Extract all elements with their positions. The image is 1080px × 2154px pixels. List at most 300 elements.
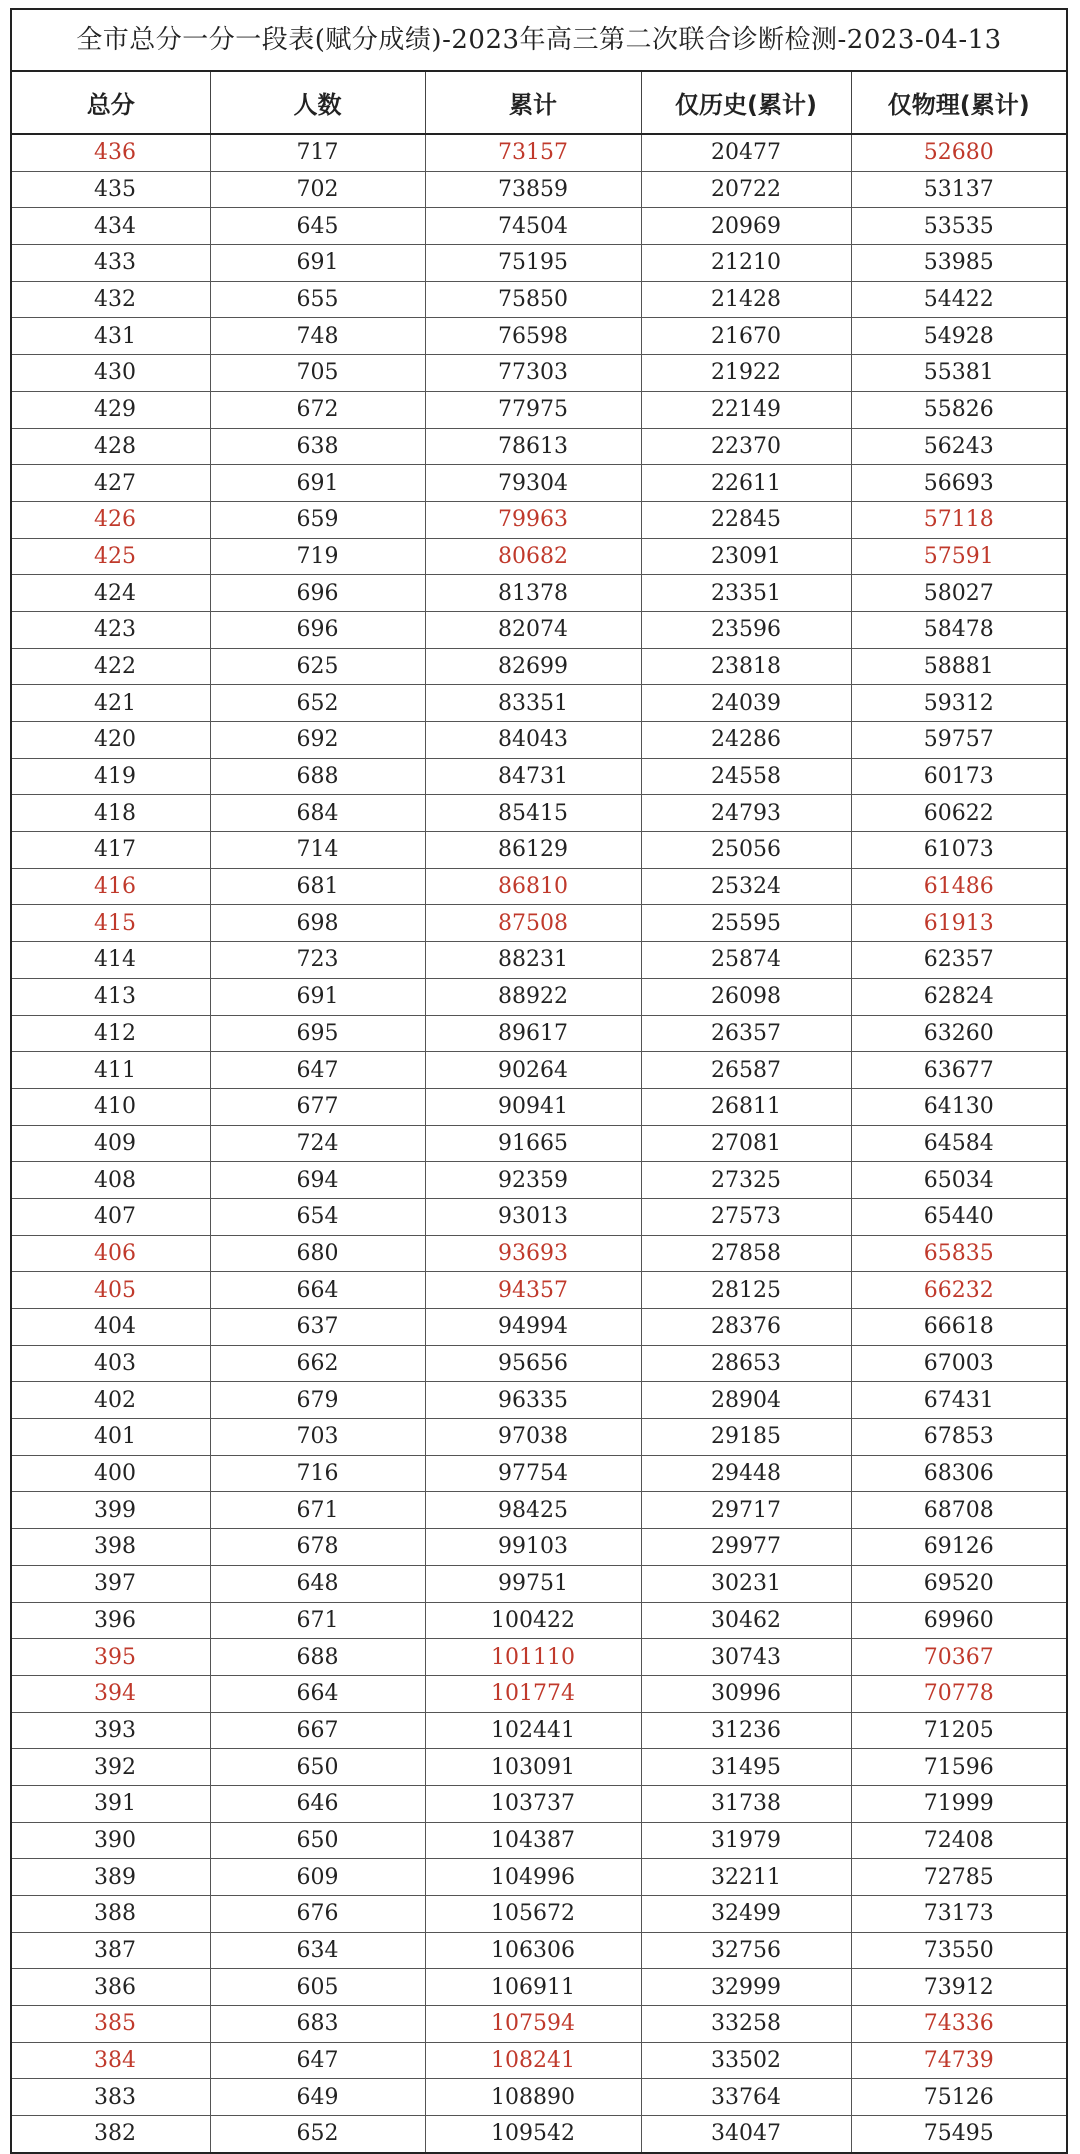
cell-count: 637 (210, 1309, 425, 1346)
cell-count: 654 (210, 1198, 425, 1235)
cell-cumulative: 93013 (425, 1198, 641, 1235)
table-row (12, 1272, 1066, 1309)
cell-total-score: 409 (12, 1125, 210, 1162)
cell-history-cumulative: 21922 (641, 355, 851, 392)
cell-count: 677 (210, 1088, 425, 1125)
cell-cumulative: 107594 (425, 2006, 641, 2043)
cell-total-score: 412 (12, 1015, 210, 1052)
cell-physics-cumulative: 75495 (923, 2121, 994, 2147)
table-row (12, 942, 1066, 979)
table-body (12, 134, 1066, 2152)
cell-total-score: 398 (12, 1529, 210, 1566)
cell-history-cumulative: 28125 (641, 1272, 851, 1309)
cell-physics-cumulative: 53137 (851, 171, 1066, 208)
cell-cumulative: 86810 (425, 868, 641, 905)
cell-history-cumulative: 25874 (641, 942, 851, 979)
cell-physics-cumulative: 70778 (851, 1675, 1066, 1712)
cell-physics-cumulative: 56693 (851, 465, 1066, 502)
cell-physics-cumulative: 55381 (851, 355, 1066, 392)
cell-count: 652 (210, 2116, 425, 2152)
cell-physics-cumulative: 71596 (851, 1749, 1066, 1786)
cell-physics-cumulative: 62357 (851, 942, 1066, 979)
cell-total-score: 389 (12, 1859, 210, 1896)
cell-cumulative: 79304 (425, 465, 641, 502)
cell-physics-cumulative: 58478 (851, 611, 1066, 648)
cell-total-score: 417 (12, 832, 210, 869)
cell-total-score: 431 (12, 318, 210, 355)
table-row (12, 1088, 1066, 1125)
table-row (12, 868, 1066, 905)
cell-history-cumulative: 27325 (641, 1162, 851, 1199)
cell-physics-cumulative: 67853 (851, 1419, 1066, 1456)
cell-total-score: 404 (12, 1309, 210, 1346)
cell-cumulative: 101774 (425, 1675, 641, 1712)
table-title: 全市总分一分一段表(赋分成绩)-2023年高三第二次联合诊断检测-2023-04-13 (12, 10, 1066, 72)
cell-history-cumulative: 20722 (641, 171, 851, 208)
cell-physics-cumulative: 53535 (851, 208, 1066, 245)
cell-cumulative: 76598 (425, 318, 641, 355)
cell-cumulative: 88231 (425, 942, 641, 979)
cell-count: 688 (210, 1639, 425, 1676)
cell-count: 679 (210, 1382, 425, 1419)
cell-count: 694 (210, 1162, 425, 1199)
cell-history-cumulative: 28653 (641, 1345, 851, 1382)
cell-count: 649 (210, 2079, 425, 2116)
table-row (12, 1162, 1066, 1199)
cell-total-score: 388 (12, 1896, 210, 1933)
table-row (12, 1382, 1066, 1419)
cell-cumulative: 82699 (425, 648, 641, 685)
cell-count: 702 (210, 171, 425, 208)
table-row (12, 134, 1066, 171)
cell-count: 645 (210, 208, 425, 245)
cell-cumulative: 103737 (425, 1785, 641, 1822)
cell-cumulative: 106911 (425, 1969, 641, 2006)
cell-history-cumulative: 21670 (641, 318, 851, 355)
cell-total-score: 410 (12, 1088, 210, 1125)
cell-cumulative: 77975 (425, 391, 641, 428)
cell-history-cumulative: 31979 (641, 1822, 851, 1859)
cell-history-cumulative: 30743 (641, 1639, 851, 1676)
cell-cumulative: 96335 (425, 1382, 641, 1419)
cell-physics-cumulative: 55826 (851, 391, 1066, 428)
cell-physics-cumulative: 60173 (851, 758, 1066, 795)
table-row (12, 538, 1066, 575)
cell-cumulative: 94994 (425, 1309, 641, 1346)
cell-cumulative: 93693 (425, 1235, 641, 1272)
table-row (12, 501, 1066, 538)
cell-count: 680 (210, 1235, 425, 1272)
cell-history-cumulative: 24286 (641, 722, 851, 759)
cell-total-score: 414 (12, 942, 210, 979)
cell-cumulative: 73859 (425, 171, 641, 208)
score-distribution-sheet (10, 8, 1068, 2154)
cell-count: 609 (210, 1859, 425, 1896)
cell-count: 655 (210, 281, 425, 318)
table-row (12, 1198, 1066, 1235)
cell-total-score: 423 (12, 611, 210, 648)
cell-total-score: 385 (12, 2006, 210, 2043)
cell-physics-cumulative: 66618 (851, 1309, 1066, 1346)
table-row (12, 758, 1066, 795)
table-row (12, 1419, 1066, 1456)
cell-history-cumulative: 29448 (641, 1455, 851, 1492)
table-row (12, 1822, 1066, 1859)
cell-physics-cumulative: 63260 (851, 1015, 1066, 1052)
table-row (12, 1749, 1066, 1786)
cell-total-score: 400 (12, 1455, 210, 1492)
cell-total-score: 416 (12, 868, 210, 905)
cell-count: 662 (210, 1345, 425, 1382)
cell-physics-cumulative: 67431 (851, 1382, 1066, 1419)
header-row (12, 72, 1066, 134)
table-row (12, 2079, 1066, 2116)
cell-count: 691 (210, 465, 425, 502)
cell-cumulative: 108241 (425, 2042, 641, 2079)
cell-history-cumulative: 34047 (641, 2116, 851, 2152)
cell-count: 691 (210, 978, 425, 1015)
cell-count: 688 (210, 758, 425, 795)
cell-total-score: 418 (12, 795, 210, 832)
cell-physics-cumulative: 58881 (851, 648, 1066, 685)
cell-cumulative: 78613 (425, 428, 641, 465)
cell-cumulative: 73157 (425, 134, 641, 171)
cell-history-cumulative: 28376 (641, 1309, 851, 1346)
cell-history-cumulative: 33764 (641, 2079, 851, 2116)
cell-total-score: 426 (12, 501, 210, 538)
cell-total-score: 419 (12, 758, 210, 795)
cell-history-cumulative: 30462 (641, 1602, 851, 1639)
cell-history-cumulative: 24793 (641, 795, 851, 832)
cell-history-cumulative: 32999 (641, 1969, 851, 2006)
cell-cumulative: 106306 (425, 1932, 641, 1969)
cell-physics-cumulative: 56243 (851, 428, 1066, 465)
cell-total-score: 430 (12, 355, 210, 392)
cell-cumulative: 83351 (425, 685, 641, 722)
cell-total-score: 386 (12, 1969, 210, 2006)
cell-history-cumulative: 21428 (641, 281, 851, 318)
table-row (12, 465, 1066, 502)
cell-cumulative: 85415 (425, 795, 641, 832)
cell-physics-cumulative: 70367 (851, 1639, 1066, 1676)
cell-cumulative: 95656 (425, 1345, 641, 1382)
cell-count: 647 (210, 2042, 425, 2079)
cell-total-score: 422 (12, 648, 210, 685)
cell-history-cumulative: 24558 (641, 758, 851, 795)
cell-count: 667 (210, 1712, 425, 1749)
cell-physics-cumulative: 58027 (851, 575, 1066, 612)
cell-physics-cumulative: 60622 (851, 795, 1066, 832)
cell-physics-cumulative: 62824 (851, 978, 1066, 1015)
cell-count: 703 (210, 1419, 425, 1456)
cell-count: 625 (210, 648, 425, 685)
cell-history-cumulative: 23351 (641, 575, 851, 612)
table-row (12, 1675, 1066, 1712)
header-physics-cumulative: 仅物理(累计) (851, 72, 1066, 134)
cell-history-cumulative: 26357 (641, 1015, 851, 1052)
cell-count: 705 (210, 355, 425, 392)
cell-history-cumulative: 22370 (641, 428, 851, 465)
cell-physics-cumulative: 61073 (851, 832, 1066, 869)
cell-history-cumulative: 28904 (641, 1382, 851, 1419)
cell-total-score: 402 (12, 1382, 210, 1419)
cell-physics-cumulative: 73912 (851, 1969, 1066, 2006)
cell-history-cumulative: 32756 (641, 1932, 851, 1969)
table-row (12, 1455, 1066, 1492)
cell-physics-cumulative: 66232 (851, 1272, 1066, 1309)
cell-history-cumulative: 32211 (641, 1859, 851, 1896)
table-row (12, 1896, 1066, 1933)
cell-total-score: 429 (12, 391, 210, 428)
cell-total-score: 405 (12, 1272, 210, 1309)
cell-count: 672 (210, 391, 425, 428)
cell-count: 683 (210, 2006, 425, 2043)
cell-physics-cumulative: 64130 (851, 1088, 1066, 1125)
table-row (12, 355, 1066, 392)
cell-total-score: 382 (12, 2116, 210, 2152)
cell-total-score: 396 (12, 1602, 210, 1639)
table-row (12, 1345, 1066, 1382)
table-row (12, 1712, 1066, 1749)
cell-total-score: 411 (12, 1052, 210, 1089)
table-row (12, 1492, 1066, 1529)
cell-cumulative: 84043 (425, 722, 641, 759)
table-row (12, 1125, 1066, 1162)
cell-total-score: 421 (12, 685, 210, 722)
table-row (12, 1565, 1066, 1602)
cell-physics-cumulative: 74336 (851, 2006, 1066, 2043)
cell-history-cumulative: 25324 (641, 868, 851, 905)
cell-cumulative: 99751 (425, 1565, 641, 1602)
cell-history-cumulative: 31495 (641, 1749, 851, 1786)
cell-history-cumulative: 27573 (641, 1198, 851, 1235)
cell-count: 650 (210, 1749, 425, 1786)
cell-total-score: 434 (12, 208, 210, 245)
cell-total-score: 424 (12, 575, 210, 612)
cell-total-score: 415 (12, 905, 210, 942)
table-row (12, 2042, 1066, 2079)
cell-count: 716 (210, 1455, 425, 1492)
cell-physics-cumulative: 74739 (851, 2042, 1066, 2079)
header-count: 人数 (210, 72, 425, 134)
cell-total-score: 433 (12, 245, 210, 282)
cell-history-cumulative: 30231 (641, 1565, 851, 1602)
cell-history-cumulative: 31236 (641, 1712, 851, 1749)
cell-count: 681 (210, 868, 425, 905)
cell-cumulative: 99103 (425, 1529, 641, 1566)
cell-total-score: 425 (12, 538, 210, 575)
cell-history-cumulative: 20477 (641, 134, 851, 171)
cell-history-cumulative: 29185 (641, 1419, 851, 1456)
cell-history-cumulative: 30996 (641, 1675, 851, 1712)
table-row (12, 281, 1066, 318)
cell-physics-cumulative: 75126 (851, 2079, 1066, 2116)
cell-physics-cumulative: 65835 (851, 1235, 1066, 1272)
cell-total-score: 428 (12, 428, 210, 465)
cell-physics-cumulative: 71999 (851, 1785, 1066, 1822)
cell-total-score: 394 (12, 1675, 210, 1712)
cell-history-cumulative: 29717 (641, 1492, 851, 1529)
cell-total-score: 406 (12, 1235, 210, 1272)
cell-physics-cumulative: 57591 (851, 538, 1066, 575)
cell-history-cumulative: 22845 (641, 501, 851, 538)
table-row (12, 1052, 1066, 1089)
cell-total-score: 401 (12, 1419, 210, 1456)
cell-history-cumulative: 22149 (641, 391, 851, 428)
header-cumulative: 累计 (425, 72, 641, 134)
cell-physics-cumulative: 54422 (851, 281, 1066, 318)
table-row (12, 1309, 1066, 1346)
table-row (12, 611, 1066, 648)
cell-count: 719 (210, 538, 425, 575)
cell-total-score: 397 (12, 1565, 210, 1602)
cell-physics-cumulative: 61486 (851, 868, 1066, 905)
table-row (12, 832, 1066, 869)
cell-cumulative: 84731 (425, 758, 641, 795)
cell-cumulative: 102441 (425, 1712, 641, 1749)
cell-count: 664 (210, 1272, 425, 1309)
cell-count: 696 (210, 611, 425, 648)
cell-cumulative: 97754 (425, 1455, 641, 1492)
cell-physics-cumulative: 73550 (851, 1932, 1066, 1969)
table-row (12, 575, 1066, 612)
cell-total-score: 383 (12, 2079, 210, 2116)
cell-physics-cumulative: 57118 (851, 501, 1066, 538)
cell-history-cumulative: 24039 (641, 685, 851, 722)
cell-cumulative: 86129 (425, 832, 641, 869)
cell-physics-cumulative: 59312 (851, 685, 1066, 722)
cell-physics-cumulative: 52680 (851, 134, 1066, 171)
cell-cumulative: 88922 (425, 978, 641, 1015)
cell-cumulative: 74504 (425, 208, 641, 245)
cell-physics-cumulative: 64584 (851, 1125, 1066, 1162)
cell-history-cumulative: 33258 (641, 2006, 851, 2043)
cell-count: 671 (210, 1492, 425, 1529)
cell-cumulative: 75195 (425, 245, 641, 282)
cell-history-cumulative: 26098 (641, 978, 851, 1015)
cell-count: 664 (210, 1675, 425, 1712)
cell-history-cumulative: 22611 (641, 465, 851, 502)
cell-cumulative: 92359 (425, 1162, 641, 1199)
cell-history-cumulative: 23091 (641, 538, 851, 575)
cell-cumulative: 80682 (425, 538, 641, 575)
cell-history-cumulative: 25595 (641, 905, 851, 942)
table-row (12, 318, 1066, 355)
table-row (12, 1015, 1066, 1052)
cell-cumulative: 79963 (425, 501, 641, 538)
cell-physics-cumulative: 71205 (851, 1712, 1066, 1749)
cell-cumulative: 109542 (425, 2116, 641, 2152)
cell-physics-cumulative: 72408 (851, 1822, 1066, 1859)
cell-history-cumulative: 31738 (641, 1785, 851, 1822)
cell-count: 695 (210, 1015, 425, 1052)
table-row (12, 648, 1066, 685)
table-row (12, 1969, 1066, 2006)
cell-count: 723 (210, 942, 425, 979)
table-row (12, 391, 1066, 428)
cell-count: 676 (210, 1896, 425, 1933)
cell-count: 646 (210, 1785, 425, 1822)
cell-cumulative: 89617 (425, 1015, 641, 1052)
cell-history-cumulative: 20969 (641, 208, 851, 245)
table-row (12, 905, 1066, 942)
cell-count: 748 (210, 318, 425, 355)
table-row (12, 1235, 1066, 1272)
cell-history-cumulative: 27858 (641, 1235, 851, 1272)
cell-total-score: 390 (12, 1822, 210, 1859)
cell-total-score: 387 (12, 1932, 210, 1969)
cell-count: 671 (210, 1602, 425, 1639)
table-row (12, 1639, 1066, 1676)
header-history-cumulative: 仅历史(累计) (641, 72, 851, 134)
cell-physics-cumulative: 69960 (851, 1602, 1066, 1639)
cell-physics-cumulative: 65440 (851, 1198, 1066, 1235)
cell-cumulative: 75850 (425, 281, 641, 318)
cell-count: 724 (210, 1125, 425, 1162)
cell-physics-cumulative: 59757 (851, 722, 1066, 759)
cell-history-cumulative: 33502 (641, 2042, 851, 2079)
cell-history-cumulative: 26811 (641, 1088, 851, 1125)
cell-physics-cumulative: 61913 (851, 905, 1066, 942)
cell-total-score: 420 (12, 722, 210, 759)
cell-physics-cumulative: 73173 (851, 1896, 1066, 1933)
cell-history-cumulative: 27081 (641, 1125, 851, 1162)
cell-cumulative: 94357 (425, 1272, 641, 1309)
table-row (12, 1932, 1066, 1969)
cell-cumulative: 91665 (425, 1125, 641, 1162)
cell-cumulative: 98425 (425, 1492, 641, 1529)
table-row (12, 978, 1066, 1015)
cell-count: 691 (210, 245, 425, 282)
table-row (12, 1602, 1066, 1639)
cell-cumulative: 82074 (425, 611, 641, 648)
cell-cumulative: 105672 (425, 1896, 641, 1933)
cell-total-score: 395 (12, 1639, 210, 1676)
cell-total-score: 436 (12, 134, 210, 171)
cell-total-score: 384 (12, 2042, 210, 2079)
cell-total-score: 413 (12, 978, 210, 1015)
cell-history-cumulative: 25056 (641, 832, 851, 869)
table-row (12, 2006, 1066, 2043)
cell-cumulative: 104996 (425, 1859, 641, 1896)
cell-cumulative: 103091 (425, 1749, 641, 1786)
cell-total-score: 403 (12, 1345, 210, 1382)
cell-count: 647 (210, 1052, 425, 1089)
cell-cumulative: 108890 (425, 2079, 641, 2116)
cell-physics-cumulative: 68306 (851, 1455, 1066, 1492)
cell-cumulative: 100422 (425, 1602, 641, 1639)
cell-physics-cumulative: 54928 (851, 318, 1066, 355)
cell-count: 714 (210, 832, 425, 869)
cell-total-score: 407 (12, 1198, 210, 1235)
table-row (12, 795, 1066, 832)
cell-physics-cumulative: 68708 (851, 1492, 1066, 1529)
cell-count: 605 (210, 1969, 425, 2006)
cell-cumulative: 90264 (425, 1052, 641, 1089)
cell-cumulative: 101110 (425, 1639, 641, 1676)
cell-total-score: 432 (12, 281, 210, 318)
cell-history-cumulative: 21210 (641, 245, 851, 282)
cell-count: 684 (210, 795, 425, 832)
table-row (12, 722, 1066, 759)
cell-total-score: 391 (12, 1785, 210, 1822)
cell-total-score: 427 (12, 465, 210, 502)
cell-cumulative: 90941 (425, 1088, 641, 1125)
header-total-score: 总分 (12, 72, 210, 134)
cell-count: 696 (210, 575, 425, 612)
table-row (12, 1529, 1066, 1566)
table-row (12, 2116, 1066, 2152)
